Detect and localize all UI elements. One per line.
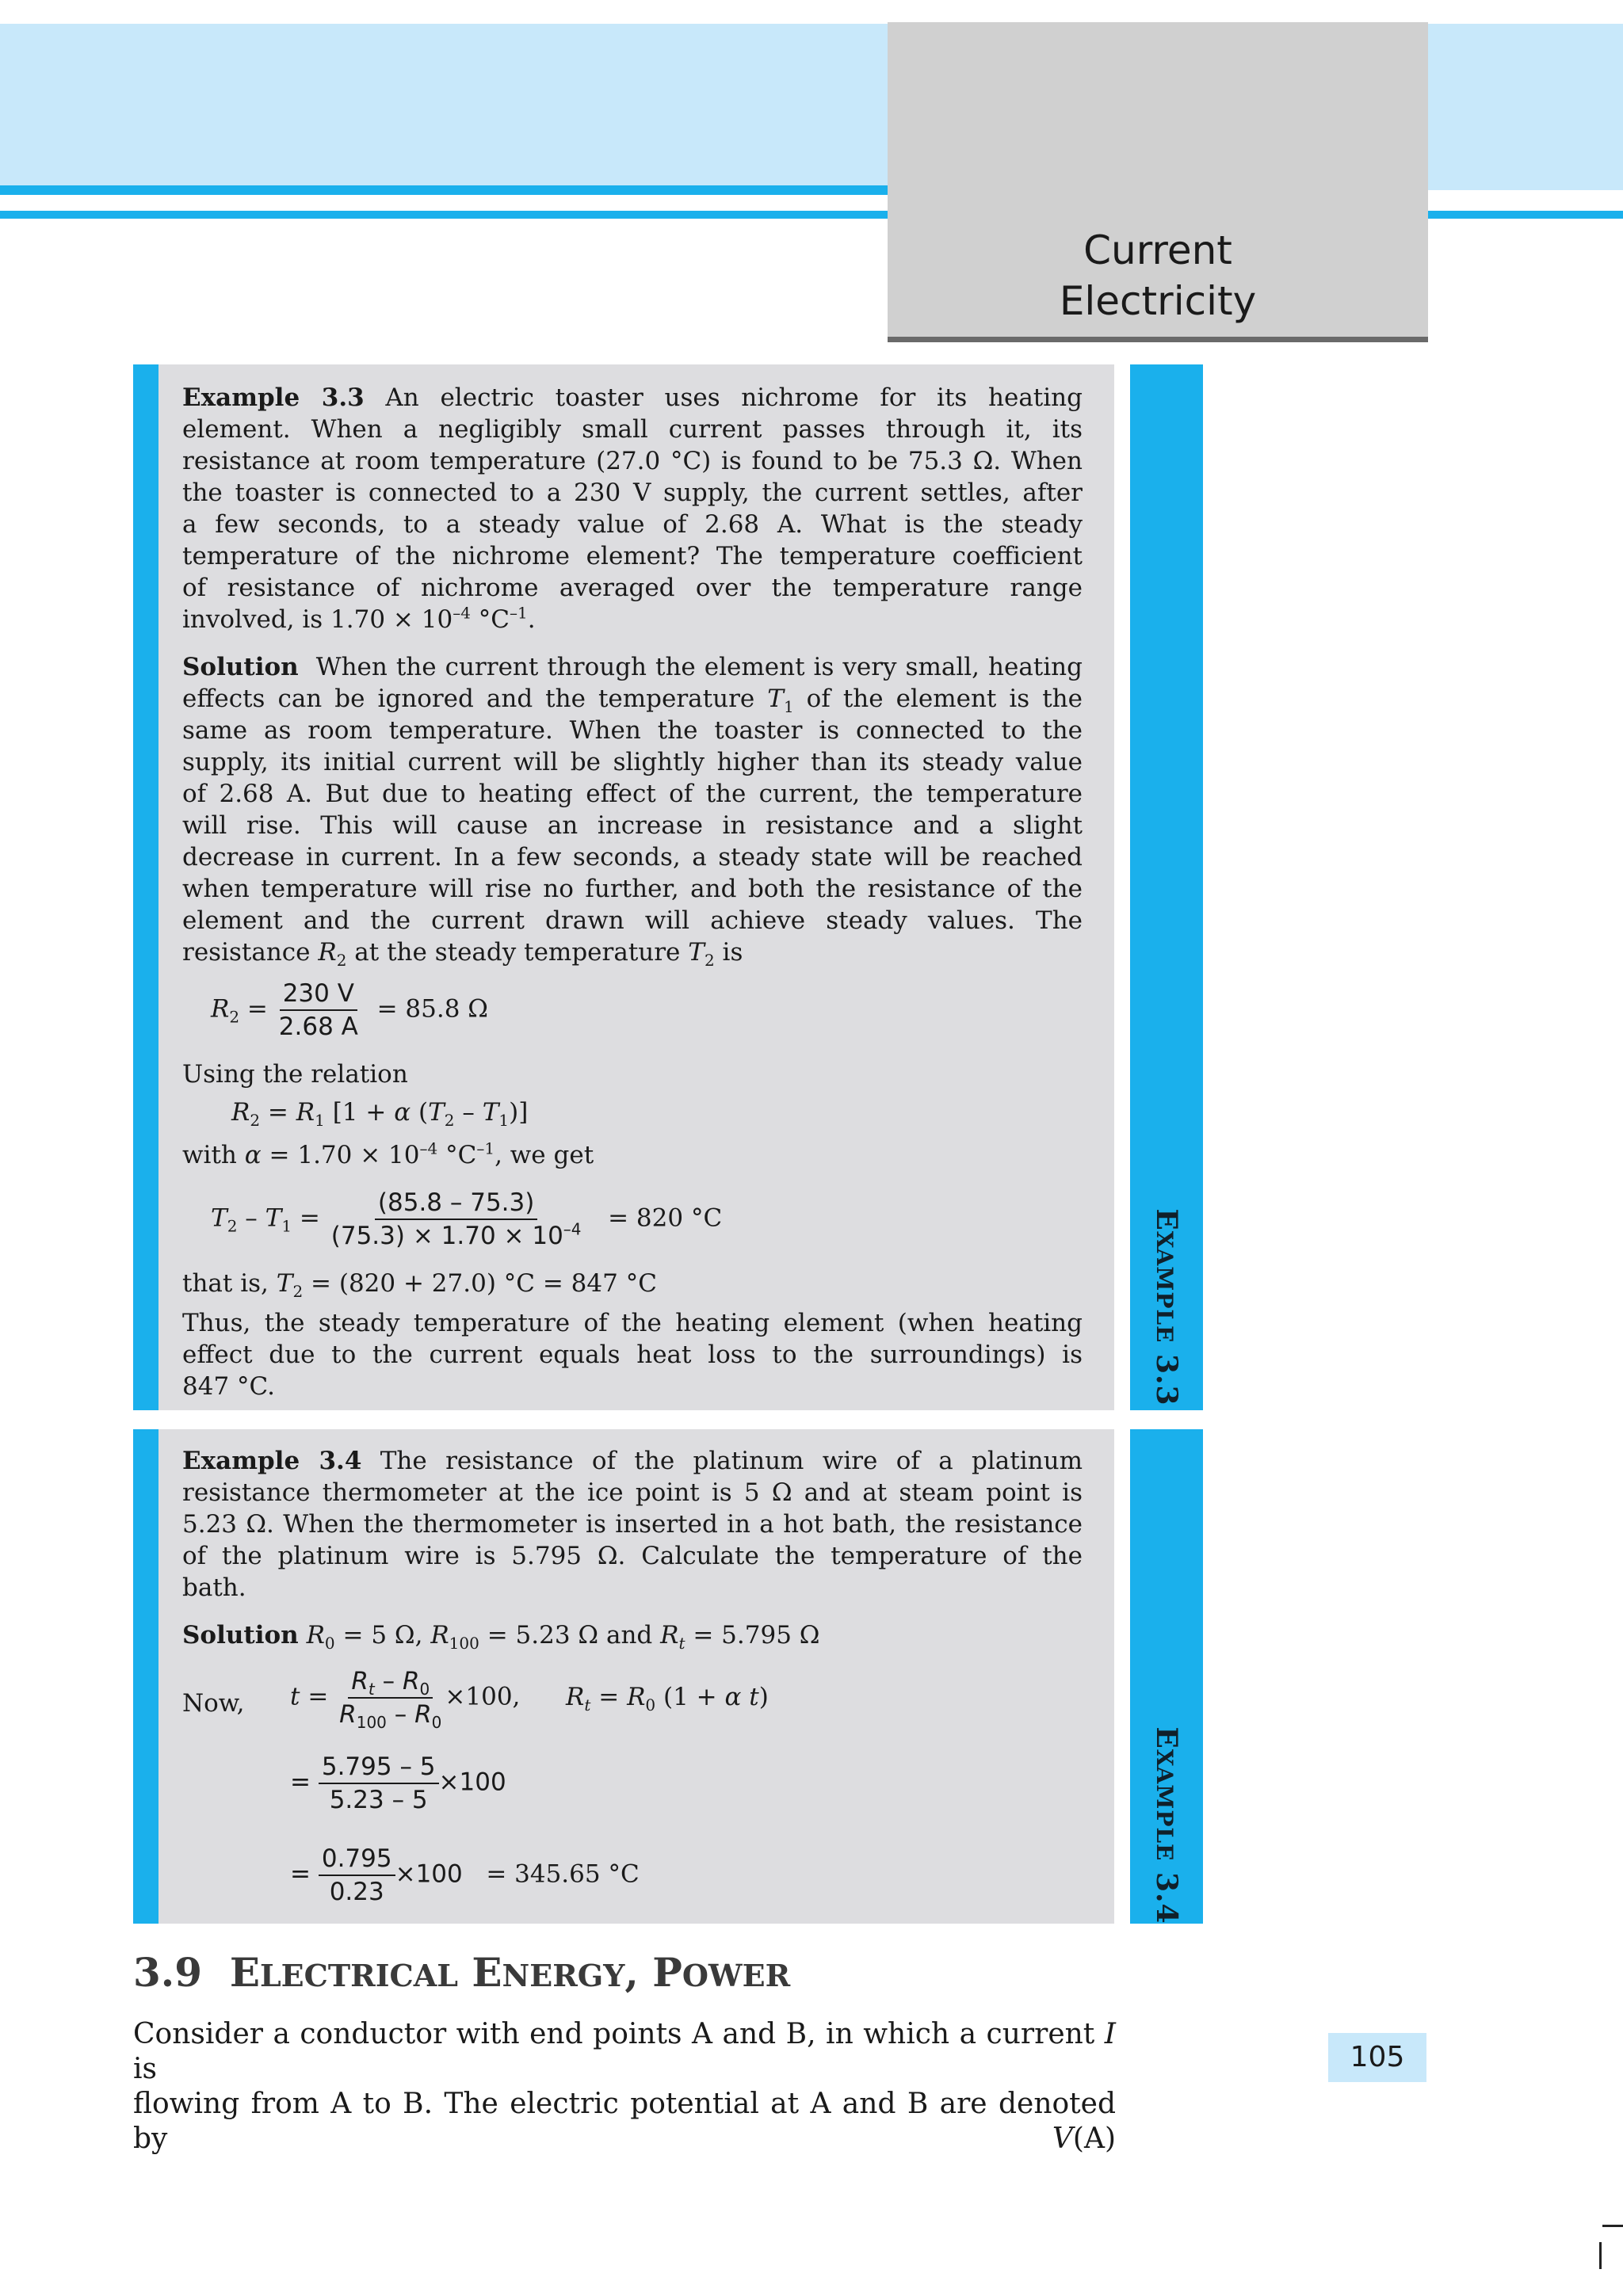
example-3-4-question-line: 5.23 Ω. When the thermometer is inserted in a hot bath, the resistance (182, 1510, 1083, 1539)
example-3-3-solution-line: supply, its initial current will be slightly higher than its steady value (182, 748, 1083, 776)
example-3-4-relation: $R_t = R_0$ (1 + α t) (566, 1683, 769, 1715)
example-3-4-heading: Example 3.4 (182, 1447, 362, 1475)
example-3-3-solution-line: effects can be ignored and the temperature $T_1$ of the element is the (182, 685, 1083, 717)
example-3-4-solution-line: Solution $R_0 = 5$ Ω, $R_{100} = 5.23$ Ω and $R_t = 5.795$ Ω (182, 1621, 820, 1653)
example-3-3-question-line: a few seconds, to a steady value of 2.68 A. What is the steady (182, 510, 1083, 539)
example-3-4-now-label: Now, (182, 1689, 245, 1718)
example-3-4-question-line: resistance thermometer at the ice point is 5 Ω and at steam point is (182, 1478, 1083, 1507)
example-3-3-heading: Example 3.3 (182, 383, 365, 412)
chapter-title-line1: Current (1083, 227, 1232, 273)
fraction: $\frac{230 V}{2.68 A}$ (278, 979, 358, 1041)
example-3-3-question-line: temperature of the nichrome element? The temperature coefficient (182, 542, 1083, 570)
crop-mark-bottom-h (1602, 2225, 1623, 2227)
example-3-4-equation-t: t = $\frac{R_t - R_0}{R_{100} - R_0}$ ×100, (290, 1667, 521, 1733)
example-3-3-that-is: that is, $T_2 = (820 + 27.0) ^\circ C = 847$ °C (182, 1269, 657, 1302)
example-3-4-content (182, 1445, 1083, 1651)
crop-mark-bottom (1599, 2242, 1602, 2269)
example-3-3-relation: $R_2 = R_1$ [1 + α $(T_2 - T_1)$] (231, 1098, 529, 1131)
example-3-4-question-last: bath. (182, 1573, 246, 1602)
example-3-3-left-bar (133, 364, 158, 1410)
fraction: $\frac{R_t - R_0}{R_{100} - R_0}$ (339, 1667, 442, 1733)
example-3-3-solution-line: when temperature will rise no further, and both the resistance of the (182, 875, 1083, 903)
example-3-3-conclusion (182, 1307, 1083, 1402)
example-3-3-conclusion-line: effect due to the current equals heat loss to the surroundings) is (182, 1341, 1083, 1369)
example-3-3-question-last: involved, is $1.70 \times 10^{-4}$ $^\circ C^{-1}$. (182, 603, 536, 634)
example-3-3-solution-line: of 2.68 A. But due to heating effect of the current, the temperature (182, 780, 1083, 808)
example-3-4-left-bar (133, 1429, 158, 1924)
section-body-line: Consider a conductor with end points A and B, in which a current I is (133, 2018, 1116, 2085)
example-3-3-alpha-value: with $\alpha = 1.70 \times 10^{-4}$ $^\circ C^{-1}$, we get (182, 1138, 594, 1169)
example-3-3-solution-line: Solution When the current through the element is very small, heating (182, 653, 1083, 681)
fraction: $\frac{(85.8 - 75.3)}{(75.3) \times 1.70 \times 10^{-4}}$ (330, 1188, 582, 1250)
fraction: $\frac{5.795 - 5}{5.23 - 5}$ (319, 1751, 439, 1816)
example-3-3-using-relation: Using the relation (182, 1060, 408, 1089)
example-3-3-side-tab (1130, 364, 1203, 1410)
example-3-3-solution-line: element and the current drawn will achieve steady values. The (182, 906, 1083, 935)
example-3-3-solution-label: Solution (182, 653, 299, 681)
example-3-3-side-label: EXAMPLE 3.3 (1150, 1208, 1183, 1406)
section-body (133, 2017, 1116, 2157)
header-rule-upper (0, 185, 889, 195)
example-3-3-conclusion-line: Thus, the steady temperature of the heating element (when heating (182, 1309, 1083, 1337)
example-3-3-solution-last: resistance $R_2$ at the steady temperature $T_2$ is (182, 938, 743, 971)
example-3-4-question-line: Example 3.4 The resistance of the platinum wire of a platinum (182, 1447, 1083, 1475)
example-3-3-solution-line: will rise. This will cause an increase in resistance and a slight (182, 811, 1083, 840)
example-3-4-question-line: of the platinum wire is 5.795 Ω. Calculate the temperature of the (182, 1542, 1083, 1570)
section-body-line: flowing from A to B. The electric potential at A and B are denoted by V(A) (133, 2088, 1116, 2155)
example-3-4-solution-label: Solution (182, 1621, 299, 1650)
chapter-title-line2: Electricity (1059, 278, 1257, 324)
example-3-3-content (182, 382, 1083, 971)
example-3-3-equation-r2: $R_2$ = $\frac{230 V}{2.68 A}$ = 85.8 Ω (211, 979, 488, 1041)
page-number: 105 (1328, 2033, 1426, 2082)
chapter-title-box (888, 22, 1428, 342)
example-3-3-solution-line: decrease in current. In a few seconds, a steady state will be reached (182, 843, 1083, 871)
example-3-3-question-line: element. When a negligibly small current passes through it, its (182, 415, 1083, 444)
example-3-3-question-line: of resistance of nichrome averaged over the temperature range (182, 574, 1083, 602)
example-3-3-question-line: Example 3.3 An electric toaster uses nichrome for its heating (182, 383, 1083, 412)
chapter-title (888, 225, 1428, 326)
example-3-3-conclusion-last: 847 °C. (182, 1372, 275, 1401)
example-3-4-side-tab (1130, 1429, 1203, 1924)
example-3-3-question-line: the toaster is connected to a 230 V supply, the current settles, after (182, 479, 1083, 507)
example-3-4-side-label: EXAMPLE 3.4 (1150, 1726, 1183, 1924)
example-3-3-equation-t2-t1: $T_2 - T_1$ = $\frac{(85.8 - 75.3)}{(75.3) \times 1.70 \times 10^{-4}}$ = 820 °C (211, 1188, 723, 1250)
example-3-3-solution-line: same as room temperature. When the toaster is connected to the (182, 716, 1083, 745)
example-3-3-question-line: resistance at room temperature (27.0 °C) is found to be 75.3 Ω. When (182, 447, 1083, 475)
example-3-4-equation-step2: = $\frac{5.795 - 5}{5.23 - 5}$ ×100 (290, 1753, 506, 1814)
fraction: $\frac{0.795}{0.23}$ (319, 1843, 395, 1908)
example-3-4-equation-step3: = $\frac{0.795}{0.23}$ ×100 = 345.65 °C (290, 1844, 640, 1906)
section-heading: 3.9 ELECTRICAL ENERGY, POWER (133, 1949, 791, 1996)
